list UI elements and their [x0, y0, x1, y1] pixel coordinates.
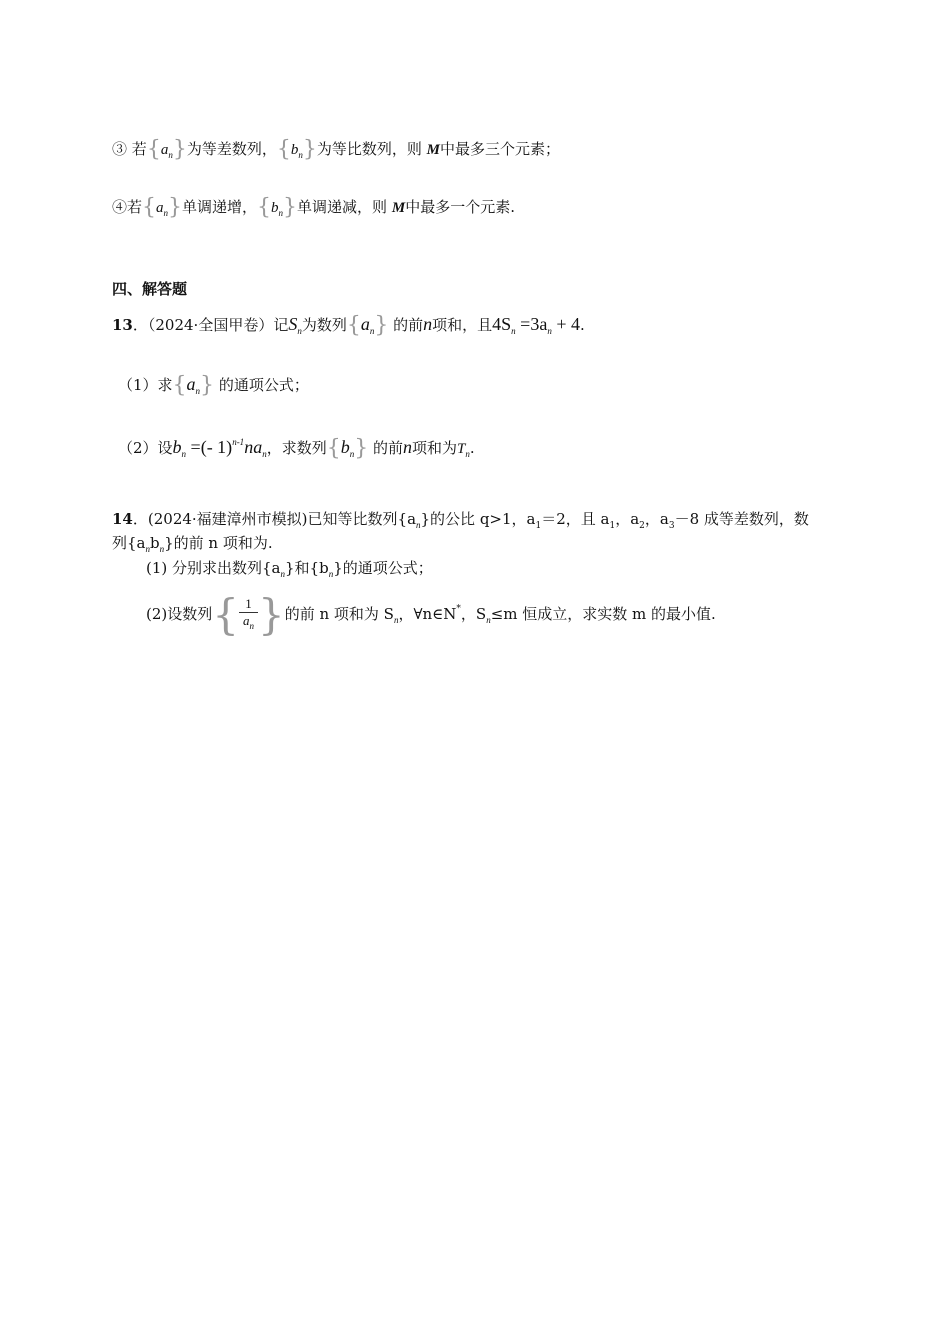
item-number: ④	[112, 198, 128, 216]
question-number: 14	[112, 510, 133, 528]
formula: $b_n$ =(- $1)^{n-1}na_n$	[172, 437, 267, 459]
question-number: 13	[112, 316, 133, 334]
question-13: 13．（2024·全国甲卷）记$S_n$为数列$\{a_n\}$ 的前n项和，且$4S_n =3a_n + 4$.	[112, 313, 585, 338]
question-14: 14．(2024·福建漳州市模拟)已知等比数列$\{a_n\}$的公比 q>1，$a_1=2$，且 $a_1$，$a_2$，$a_3-8$ 成等差数列，数	[112, 510, 809, 531]
question-14-part-2: (2)设数列{ $\frac{1}{a_n}$ }的前 n 项和为 $S_n$，∀n∈N*，$S_n\le m$ 恒成立，求实数 m 的最小值.	[146, 590, 716, 639]
statement-4: ④若$\{a_n\}$单调递增，$\{b_n\}$单调递减，则 M中最多一个元素.	[112, 195, 515, 220]
question-13-part-1: （1）求$\{a_n\}$ 的通项公式；	[118, 373, 309, 398]
fraction: $\frac{1}{a_n}$	[239, 596, 258, 634]
item-number: ③	[112, 140, 128, 158]
section-title: 四、解答题	[112, 280, 188, 298]
formula: $4S_n =3a_n + 4$	[492, 314, 580, 336]
question-14-cont: 列$\{a_nb_n\}$的前 n 项和为.	[112, 534, 273, 554]
statement-3: ③ 若$\{a_n\}$为等差数列，$\{b_n\}$为等比数列，则 M中最多三个元素；	[112, 137, 560, 162]
question-14-part-1: (1) 分别求出数列$\{a_n\}$和$\{b_n\}$的通项公式；	[146, 559, 433, 579]
question-13-part-2: （2）设$b_n$ =(- $1)^{n-1}na_n$，求数列$\{b_n\}$ 的前n项和为$T_n$.	[118, 436, 475, 461]
